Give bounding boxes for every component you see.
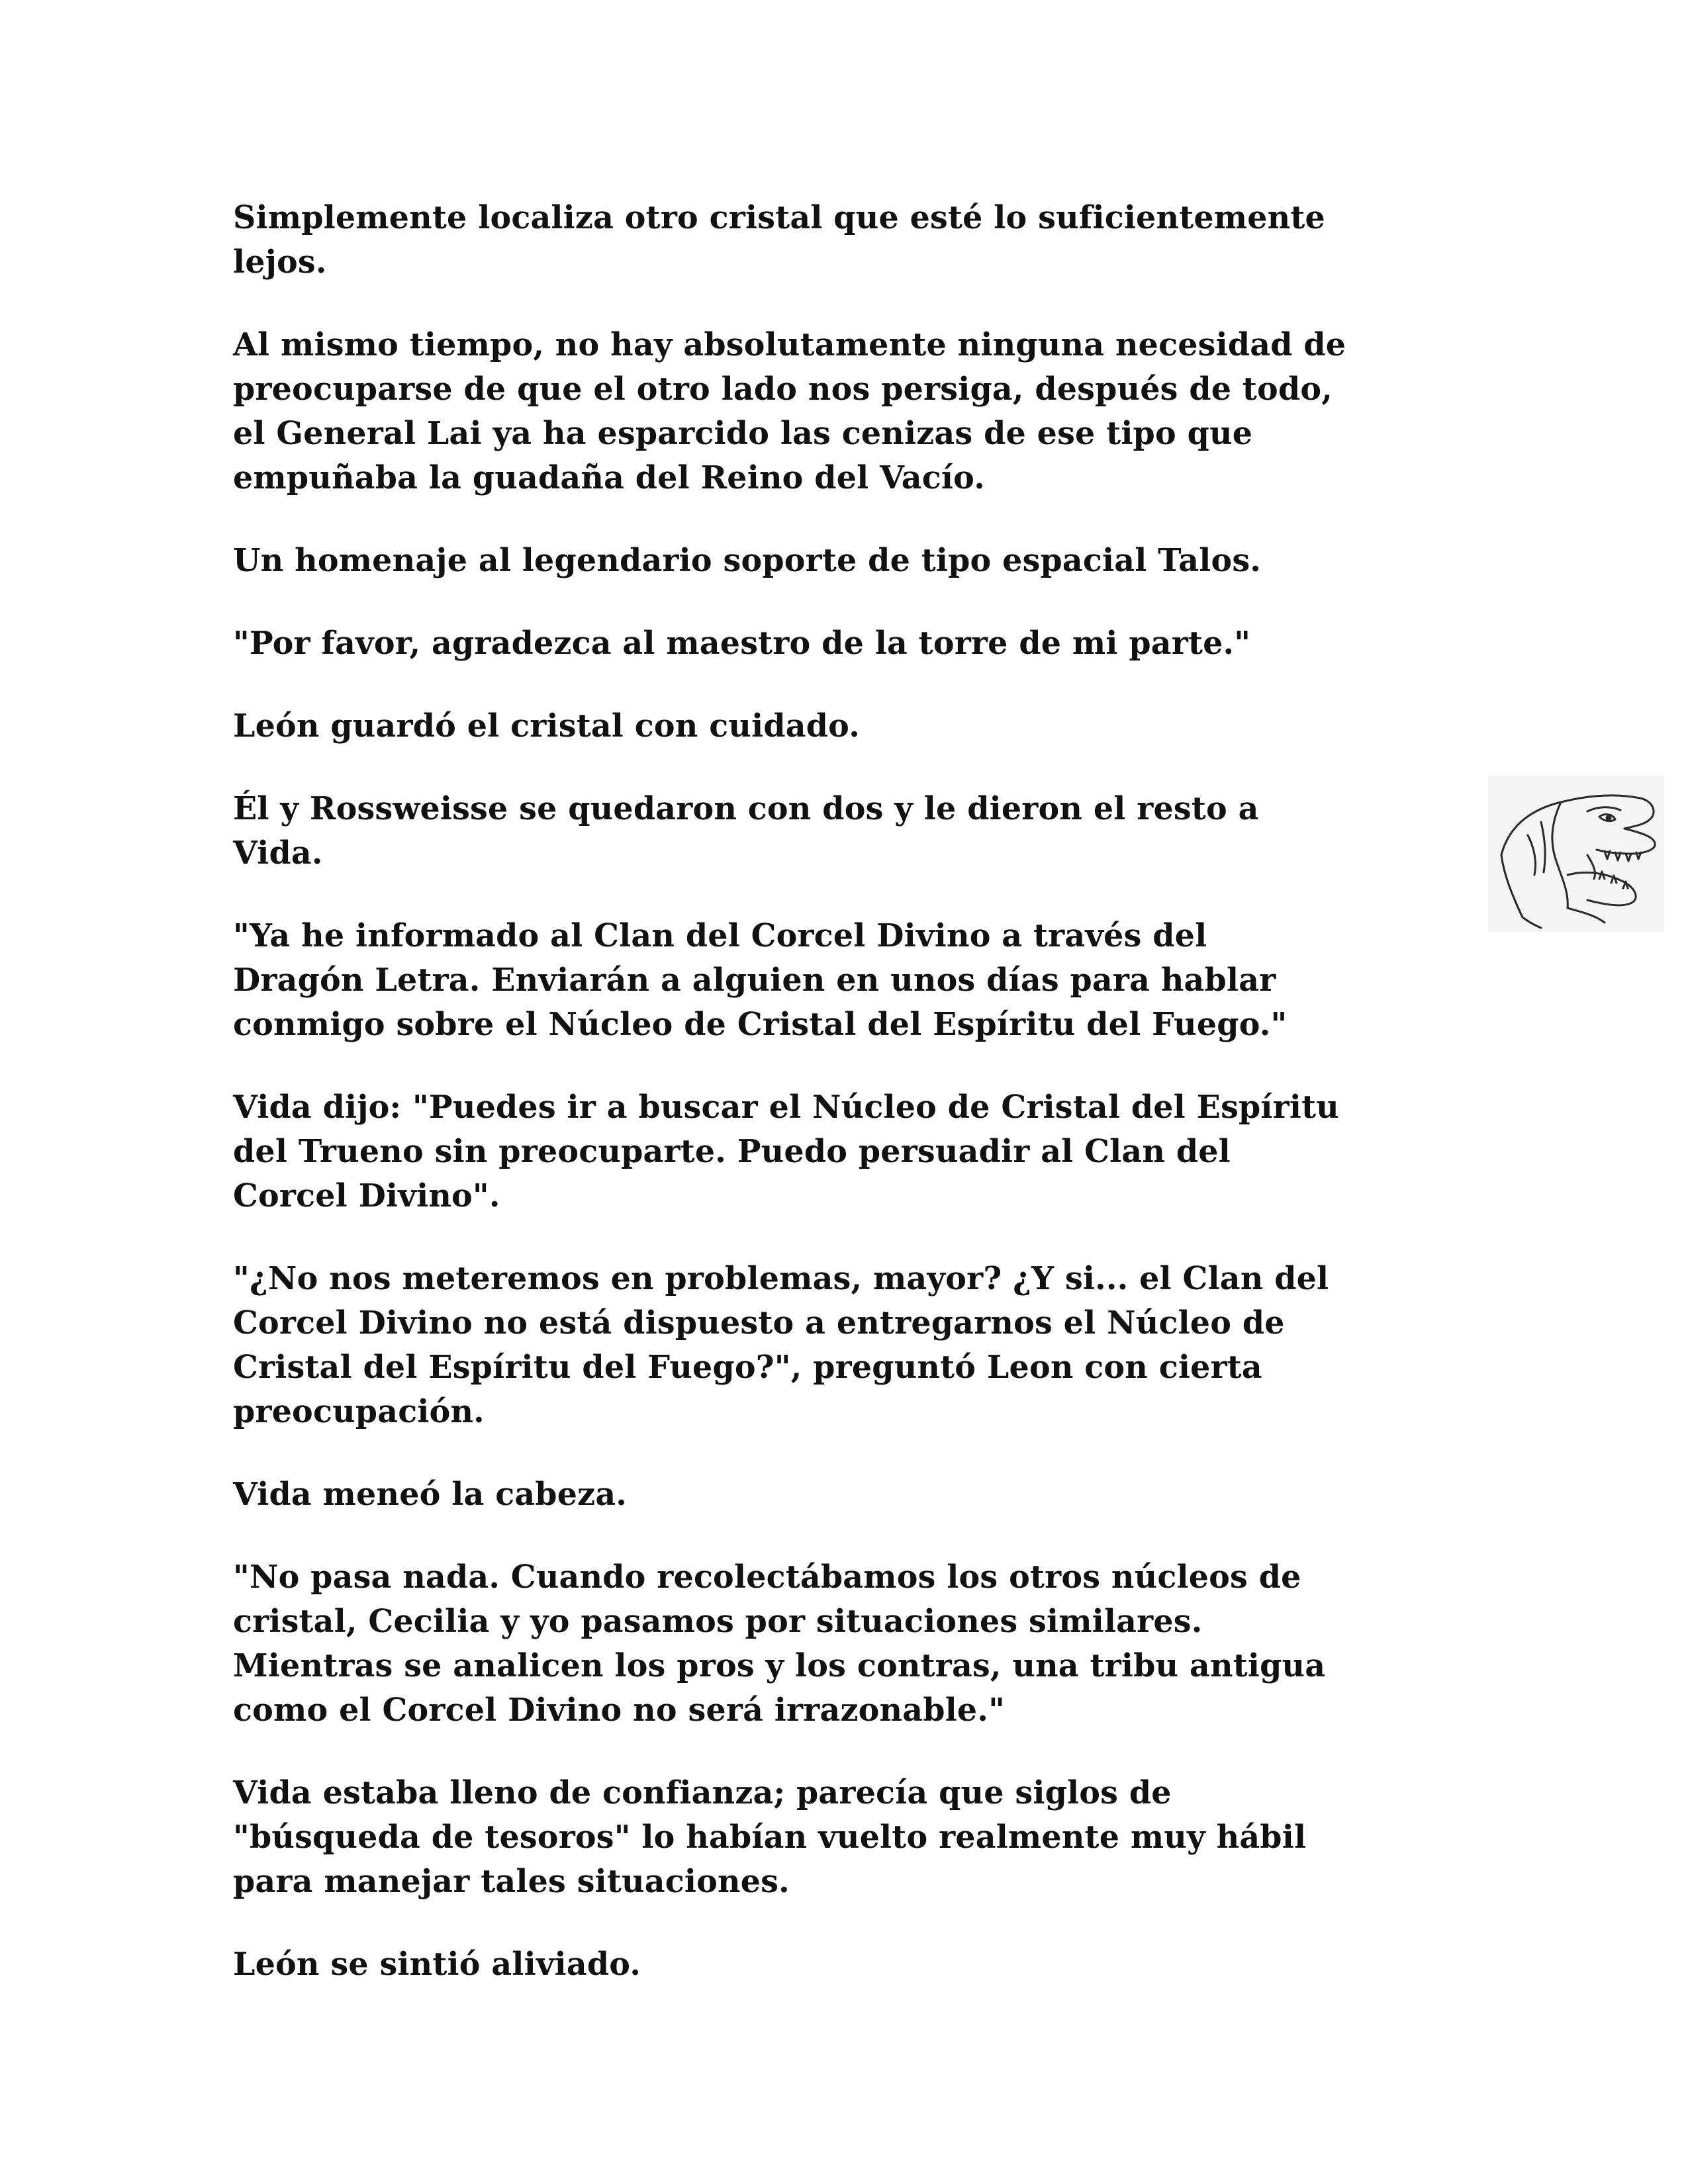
text-line: Al mismo tiempo, no hay absolutamente ninguna necesidad de (233, 326, 1346, 363)
text-line: conmigo sobre el Núcleo de Cristal del Espíritu del Fuego." (233, 1006, 1288, 1043)
text-line: preocupación. (233, 1393, 485, 1430)
text-line: León guardó el cristal con cuidado. (233, 707, 860, 745)
text-line: Vida meneó la cabeza. (233, 1476, 628, 1513)
text-line: Él y Rossweisse se quedaron con dos y le dieron el resto a (233, 790, 1259, 827)
text-line: "No pasa nada. Cuando recolectábamos los otros núcleos de (233, 1559, 1301, 1596)
paragraph (233, 1473, 1477, 1517)
body-text (233, 196, 1477, 2025)
text-line: Corcel Divino no está dispuesto a entregarnos el Núcleo de (233, 1304, 1285, 1342)
text-line: Dragón Letra. Enviarán a alguien en unos días para hablar (233, 962, 1276, 999)
paragraph (233, 323, 1477, 500)
paragraph (233, 1555, 1477, 1733)
text-line: Mientras se analicen los pros y los contras, una tribu antigua (233, 1647, 1326, 1684)
text-line: el General Lai ya ha esparcido las cenizas de ese tipo que (233, 415, 1253, 452)
dinosaur-head-icon (1488, 776, 1664, 932)
paragraph (233, 1257, 1477, 1434)
paragraph (233, 704, 1477, 749)
paragraph (233, 196, 1477, 285)
text-line: del Trueno sin preocuparte. Puedo persuadir al Clan del (233, 1133, 1231, 1170)
paragraph (233, 539, 1477, 583)
text-line: "¿No nos meteremos en problemas, mayor? ¿Y si... el Clan del (233, 1260, 1329, 1297)
text-line: empuñaba la guadaña del Reino del Vacío. (233, 459, 985, 496)
paragraph (233, 1085, 1477, 1218)
text-line: como el Corcel Divino no será irrazonable." (233, 1692, 1006, 1729)
text-line: León se sintió aliviado. (233, 1946, 641, 1983)
text-line: "búsqueda de tesoros" lo habían vuelto realmente muy hábil (233, 1819, 1307, 1856)
text-line: lejos. (233, 244, 327, 281)
text-line: Simplemente localiza otro cristal que esté lo suficientemente (233, 199, 1325, 236)
text-line: Vida. (233, 835, 323, 872)
paragraph (233, 787, 1477, 876)
paragraph (233, 1942, 1477, 1987)
text-line: Vida estaba lleno de confianza; parecía que siglos de (233, 1774, 1172, 1811)
text-line: cristal, Cecilia y yo pasamos por situaciones similares. (233, 1603, 1203, 1640)
text-line: "Por favor, agradezca al maestro de la torre de mi parte." (233, 625, 1251, 662)
text-line: preocuparse de que el otro lado nos persiga, después de todo, (233, 371, 1333, 408)
text-line: para manejar tales situaciones. (233, 1863, 790, 1900)
text-line: Vida dijo: "Puedes ir a buscar el Núcleo de Cristal del Espíritu (233, 1089, 1340, 1126)
text-line: Cristal del Espíritu del Fuego?", preguntó Leon con cierta (233, 1349, 1262, 1386)
paragraph (233, 1771, 1477, 1904)
text-line: "Ya he informado al Clan del Corcel Divino a través del (233, 917, 1207, 954)
paragraph (233, 621, 1477, 666)
text-line: Un homenaje al legendario soporte de tipo espacial Talos. (233, 542, 1262, 579)
paragraph (233, 914, 1477, 1047)
text-line: Corcel Divino". (233, 1177, 500, 1214)
